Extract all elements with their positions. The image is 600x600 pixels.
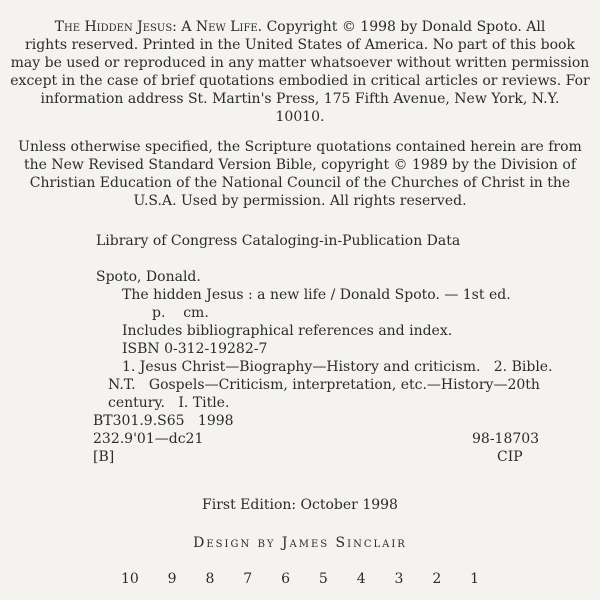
copyright-notice: Copyright © 1998 by Donald Spoto. All [266, 19, 546, 35]
scripture-line-2: the New Revised Standard Version Bible, copyright © 1989 by the Division of [23, 157, 577, 173]
copyright-line-6: 10010. [275, 109, 325, 125]
cip-isbn: ISBN 0-312-19282-7 [122, 341, 268, 357]
scripture-line-1: Unless otherwise specified, the Scripture quotations contained herein are from [18, 139, 582, 155]
cip-dewey: 232.9'01—dc21 [93, 431, 204, 447]
scripture-line-3: Christian Education of the National Council of the Churches of Christ in the [29, 175, 571, 191]
cip-mark: CIP [497, 449, 523, 465]
scripture-line-4: U.S.A. Used by permission. All rights reserved. [133, 193, 467, 209]
cip-includes: Includes bibliographical references and index. [122, 323, 453, 339]
cip-subjects-2: N.T. Gospels—Criticism, interpretation, etc.—History—20th [108, 377, 540, 393]
copyright-line-5: information address St. Martin's Press, 175 Fifth Avenue, New York, N.Y. [40, 91, 560, 107]
copyright-line-3: may be used or reproduced in any matter whatsoever without written permission [10, 55, 590, 71]
copyright-line-2: rights reserved. Printed in the United States of America. No part of this book [25, 37, 575, 53]
cip-title-line: The hidden Jesus : a new life / Donald Spoto. — 1st ed. [122, 287, 511, 303]
design-credit: Design by James Sinclair [193, 535, 407, 551]
cip-pages: p. cm. [152, 305, 209, 321]
cip-heading: Library of Congress Cataloging-in-Publication Data [96, 233, 461, 249]
copyright-line-1 [0, 18, 600, 36]
cip-subjects-1: 1. Jesus Christ—Biography—History and criticism. 2. Bible. [122, 359, 553, 375]
edition-statement: First Edition: October 1998 [202, 497, 398, 513]
cip-author: Spoto, Donald. [96, 269, 201, 285]
cip-subjects-3: century. I. Title. [108, 395, 230, 411]
cip-bracket: [B] [93, 449, 115, 465]
book-title: The Hidden Jesus: A New Life. [54, 19, 263, 35]
cip-lc-class: BT301.9.S65 1998 [93, 413, 234, 429]
cip-lccn: 98-18703 [472, 431, 540, 447]
printing-line: 10 9 8 7 6 5 4 3 2 1 [120, 571, 480, 587]
copyright-line-4: except in the case of brief quotations embodied in critical articles or reviews. For [10, 73, 590, 89]
